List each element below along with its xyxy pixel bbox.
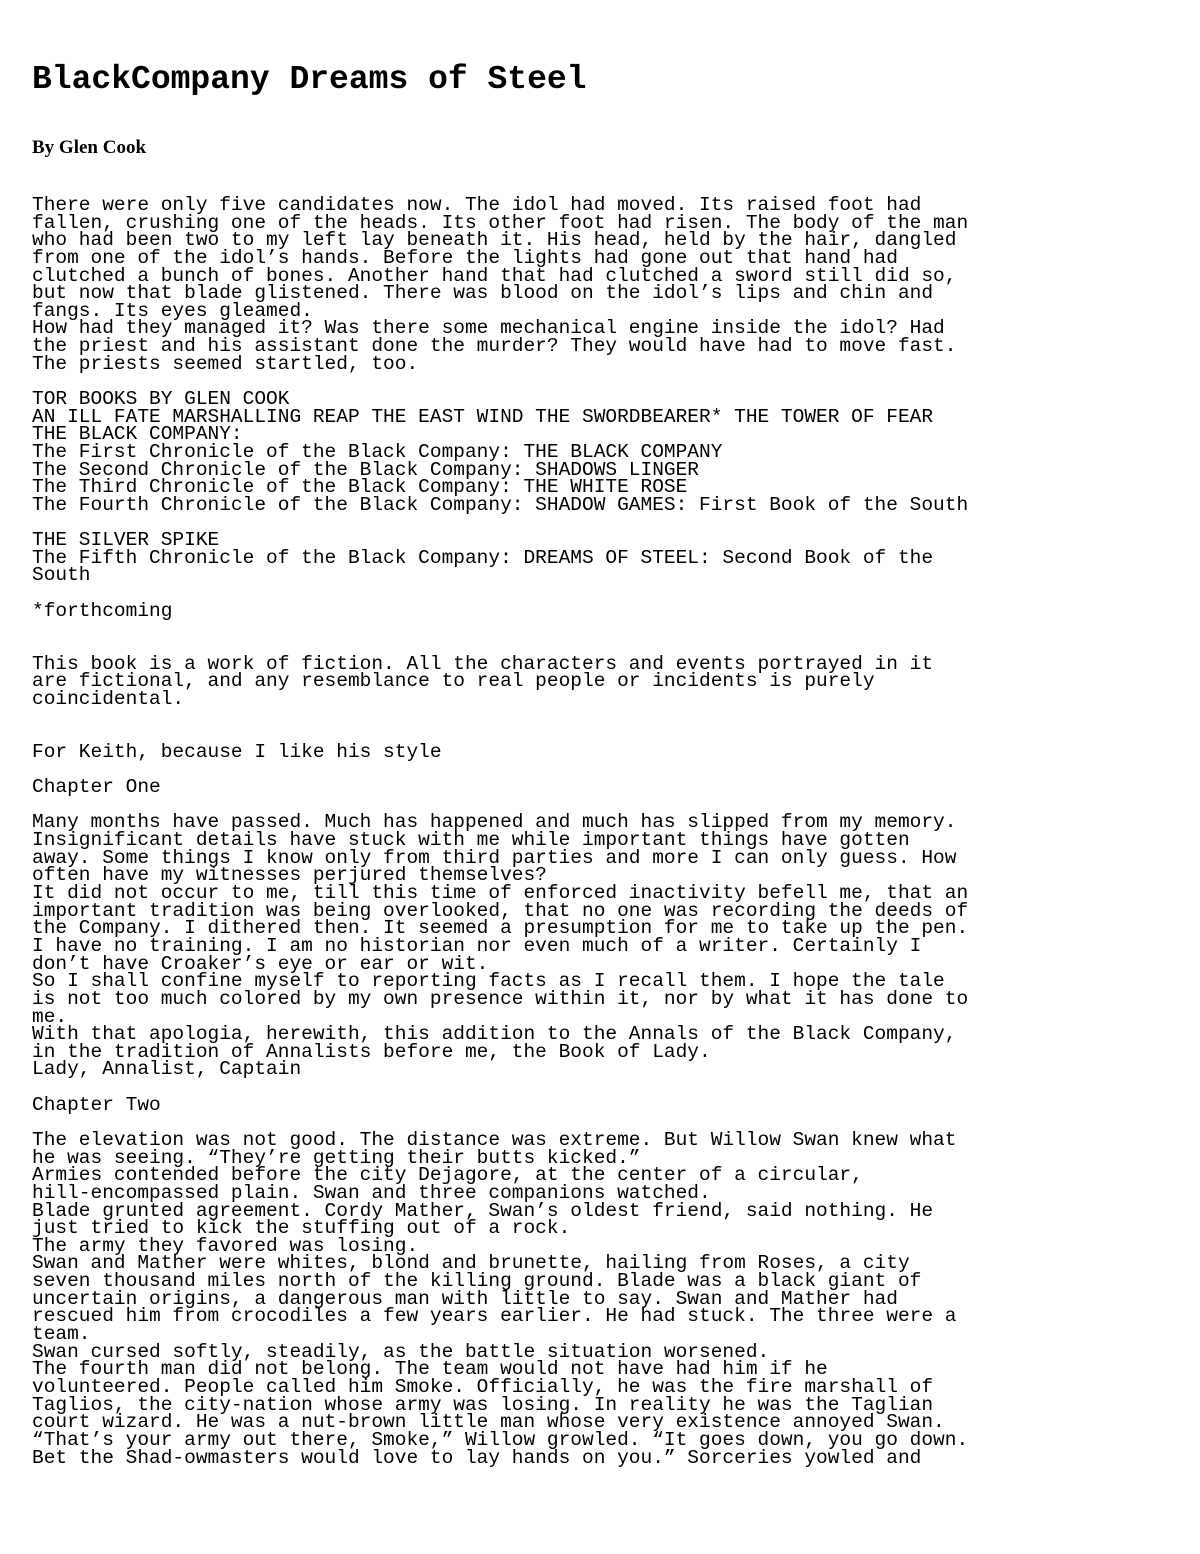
- text-line: coincidental.: [32, 687, 185, 710]
- text-line: is not too much colored by my own presence within it, nor by what it has done to: [32, 987, 969, 1010]
- text-line: just tried to kick the stuffing out of a rock.: [32, 1217, 571, 1240]
- text-line: TOR BOOKS BY GLEN COOK: [32, 388, 290, 411]
- text-line: fallen, crushing one of the heads. Its other foot had risen. The body of the man: [32, 211, 969, 234]
- text-line: The First Chronicle of the Black Company: THE BLACK COMPANY: [32, 440, 723, 463]
- text-line: So I shall confine myself to reporting facts as I recall them. I hope the tale: [32, 970, 945, 993]
- text-line: away. Some things I know only from third parties and more I can only guess. How: [32, 846, 957, 869]
- text-line: South: [32, 564, 91, 587]
- text-line: he was seeing. “They’re getting their butts kicked.”: [32, 1146, 641, 1169]
- text-line: court wizard. He was a nut-brown little man whose very existence annoyed Swan.: [32, 1411, 945, 1434]
- text-line: Insignificant details have stuck with me while important things have gotten: [32, 829, 910, 852]
- text-line: How had they managed it? Was there some mechanical engine inside the idol? Had: [32, 317, 945, 340]
- text-line: fangs. Its eyes gleamed.: [32, 299, 313, 322]
- spacer: [32, 585, 968, 603]
- text-line: clutched a bunch of bones. Another hand that had clutched a sword still did so,: [32, 264, 957, 287]
- text-line: “That’s your army out there, Smoke,” Willow growled. “It goes down, you go down.: [32, 1428, 969, 1451]
- text-line: The fourth man did not belong. The team would not have had him if he: [32, 1358, 828, 1381]
- text-line: in the tradition of Annalists before me, the Book of Lady.: [32, 1040, 711, 1063]
- chapter-two-heading: Chapter Two: [32, 1093, 161, 1116]
- text-line: The Second Chronicle of the Black Company: SHADOWS LINGER: [32, 458, 700, 481]
- text-line: It did not occur to me, till this time of enforced inactivity befell me, that an: [32, 882, 969, 905]
- text-line: often have my witnesses perjured themselves?: [32, 864, 547, 887]
- document-body: [32, 194, 969, 1469]
- text-line: seven thousand miles north of the killing ground. Blade was a black giant of: [32, 1270, 922, 1293]
- text-line: don’t have Croaker’s eye or ear or wit.: [32, 952, 489, 975]
- text-line: Many months have passed. Much has happened and much has slipped from my memory.: [32, 811, 957, 834]
- text-line: important tradition was being overlooked, that no one was recording the deeds of: [32, 899, 969, 922]
- text-line: Lady, Annalist, Captain: [32, 1058, 302, 1081]
- text-line: I have no training. I am no historian nor even much of a writer. Certainly I: [32, 934, 922, 957]
- text-line: Bet the Shad-owmasters would love to lay hands on you.” Sorceries yowled and: [32, 1446, 922, 1469]
- text-line: rescued him from crocodiles a few years earlier. He had stuck. The three were a: [32, 1305, 957, 1328]
- spacer: [32, 709, 968, 744]
- forthcoming-note: *forthcoming: [32, 599, 173, 622]
- spacer: [32, 762, 968, 780]
- text-line: but now that blade glistened. There was blood on the idol’s lips and chin and: [32, 282, 934, 305]
- text-line: There were only five candidates now. The idol had moved. Its raised foot had: [32, 194, 922, 216]
- text-line: the Company. I dithered then. It seemed a presumption for me to take up the pen.: [32, 917, 969, 940]
- text-line: The elevation was not good. The distance was extreme. But Willow Swan knew what: [32, 1128, 957, 1151]
- text-line: the priest and his assistant done the murder? They would have had to move fast.: [32, 335, 957, 358]
- text-line: The Third Chronicle of the Black Company: THE WHITE ROSE: [32, 476, 688, 499]
- chapter-two-text: [32, 1128, 969, 1469]
- dedication: For Keith, because I like his style: [32, 740, 442, 763]
- text-line: Swan and Mather were whites, blond and brunette, hailing from Roses, a city: [32, 1252, 910, 1275]
- text-line: team.: [32, 1323, 91, 1346]
- book-title: BlackCompany Dreams of Steel: [32, 61, 587, 98]
- text-line: THE SILVER SPIKE: [32, 529, 220, 552]
- chapter-one-heading: Chapter One: [32, 776, 161, 799]
- books-list-continued: [32, 529, 968, 587]
- text-line: from one of the idol’s hands. Before the lights had gone out that hand had: [32, 246, 898, 269]
- book-author: By Glen Cook: [32, 137, 147, 158]
- text-line: Blade grunted agreement. Cordy Mather, Swan’s oldest friend, said nothing. He: [32, 1199, 934, 1222]
- text-line: AN ILL FATE MARSHALLING REAP THE EAST WIND THE SWORDBEARER* THE TOWER OF FEAR: [32, 405, 934, 428]
- text-line: Taglios, the city-nation whose army was losing. In reality he was the Taglian: [32, 1393, 934, 1416]
- text-line: me.: [32, 1005, 68, 1028]
- spacer: [32, 620, 968, 655]
- text-line: uncertain origins, a dangerous man with little to say. Swan and Mather had: [32, 1287, 898, 1310]
- spacer: [32, 1079, 968, 1097]
- text-line: Armies contended before the city Dejagore, at the center of a circular,: [32, 1164, 863, 1187]
- text-line: With that apologia, herewith, this addition to the Annals of the Black Company,: [32, 1023, 957, 1046]
- text-line: This book is a work of fiction. All the characters and events portrayed in it: [32, 652, 934, 675]
- text-line: volunteered. People called him Smoke. Officially, he was the fire marshall of: [32, 1375, 934, 1398]
- chapter-one-text: [32, 811, 969, 1081]
- text-line: hill-encompassed plain. Swan and three companions watched.: [32, 1181, 711, 1204]
- text-line: The army they favored was losing.: [32, 1234, 419, 1257]
- text-line: The Fifth Chronicle of the Black Company: DREAMS OF STEEL: Second Book of the: [32, 546, 934, 569]
- text-line: who had been two to my left lay beneath it. His head, held by the hair, dangled: [32, 229, 957, 252]
- fiction-disclaimer: [32, 652, 968, 710]
- text-line: The priests seemed startled, too.: [32, 352, 419, 375]
- text-line: are fictional, and any resemblance to real people or incidents is purely: [32, 670, 875, 693]
- books-by-author-list: [32, 388, 969, 516]
- text-line: THE BLACK COMPANY:: [32, 423, 243, 446]
- text-line: Swan cursed softly, steadily, as the battle situation worsened.: [32, 1340, 770, 1363]
- opening-excerpt: [32, 194, 969, 375]
- text-line: The Fourth Chronicle of the Black Company: SHADOW GAMES: First Book of the South: [32, 493, 969, 516]
